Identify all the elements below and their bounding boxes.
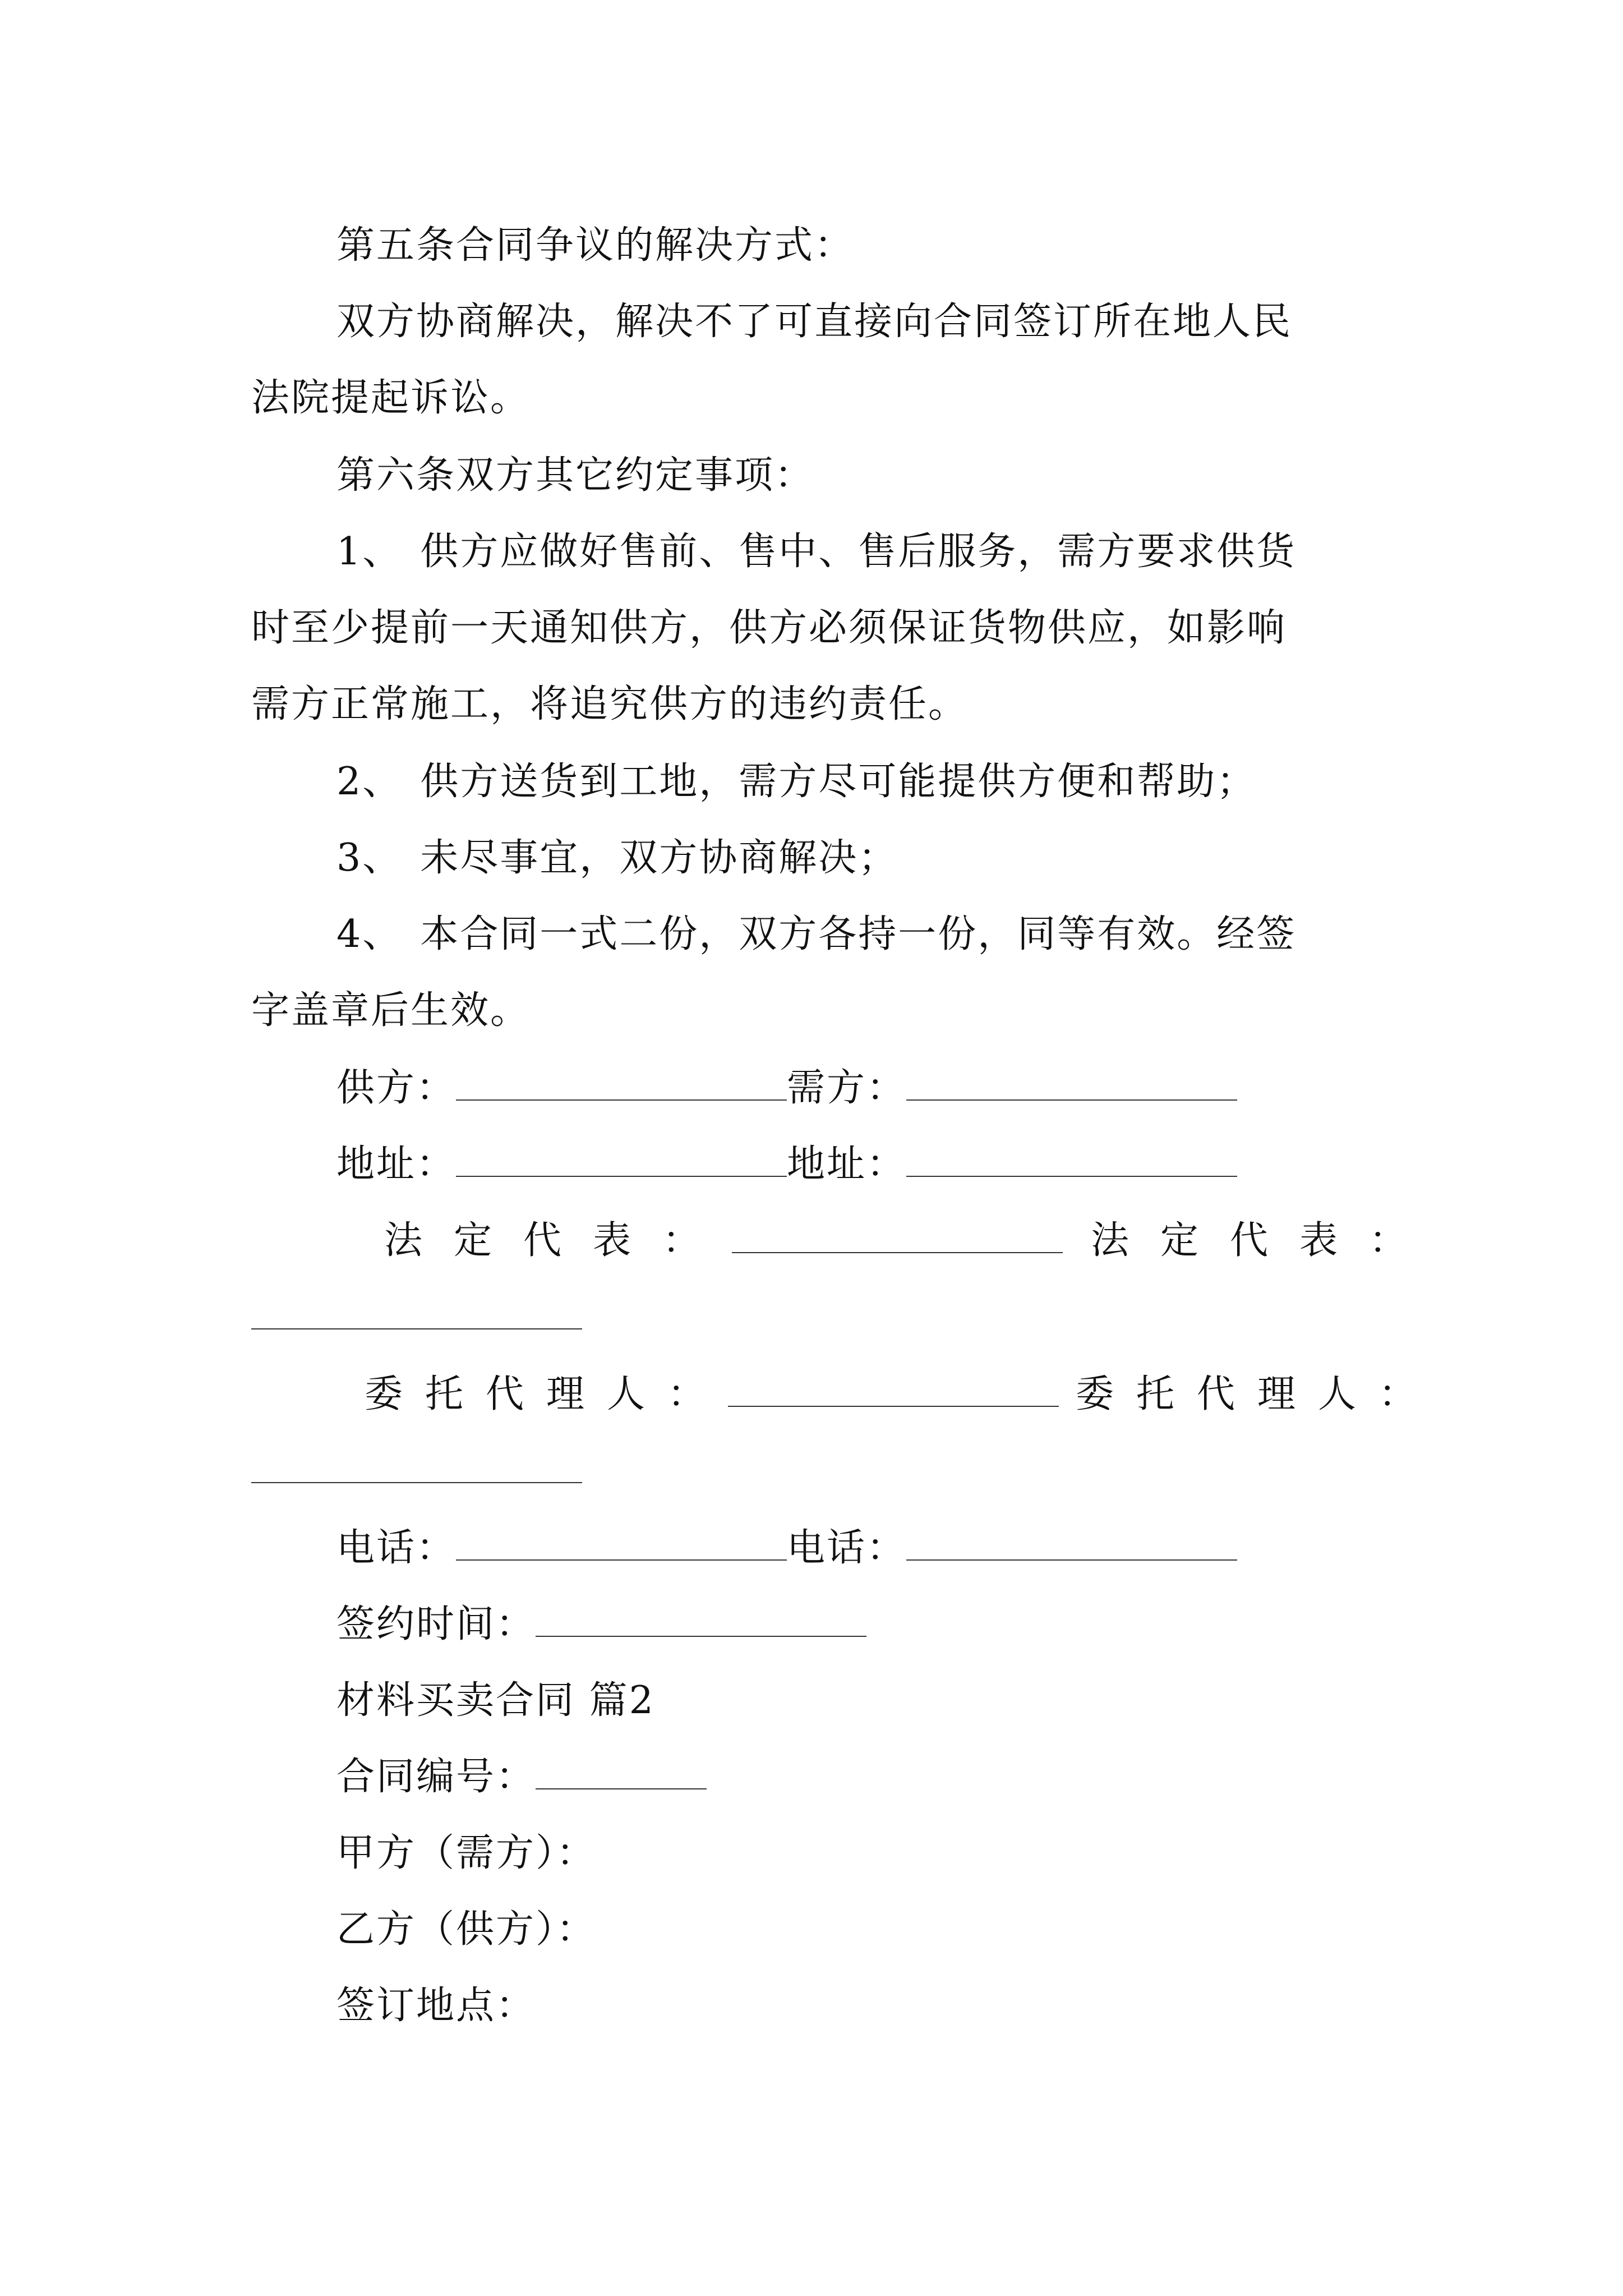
supplier-phone-label: 电话： (336, 1526, 457, 1570)
article-5-text-line1: 双方协商解决，解决不了可直接向合同签订所在地人民 (336, 300, 1293, 344)
sign-time-blank (536, 1602, 866, 1637)
supplier-address-label: 地址： (336, 1142, 457, 1186)
legal-rep-row (0, 1213, 1623, 1269)
contract-number-row (0, 1749, 1623, 1805)
phone-row (0, 1520, 1623, 1576)
item-1-number: 1、 (336, 530, 403, 574)
buyer-legal-rep-label: 法定代表 (1091, 1218, 1370, 1263)
supplier-legal-rep-blank (732, 1218, 1063, 1253)
contract-number-blank (536, 1755, 707, 1789)
item-1-text: 供方应做好售前、售中、售后服务，需方要求供货 (420, 530, 1297, 574)
buyer-address-blank (906, 1142, 1237, 1177)
buyer-agent-label: 委托代理人 (1076, 1372, 1379, 1416)
supplier-legal-rep-colon: ： (662, 1218, 732, 1263)
agent-row (0, 1366, 1623, 1423)
supplier-blank (456, 1066, 787, 1101)
item-1-line3: 需方正常施工，将追究供方的违约责任。 (251, 682, 969, 726)
agent-continuation (0, 1443, 1623, 1499)
sign-time-row (0, 1596, 1623, 1653)
buyer-address-label: 地址： (787, 1142, 907, 1186)
supplier-legal-rep-label: 法定代表 (384, 1218, 663, 1263)
item-3-text: 未尽事宜，双方协商解决； (420, 836, 898, 880)
supplier-agent-colon: ： (667, 1372, 728, 1416)
supplier-buyer-row (0, 1060, 1623, 1116)
part2-title: 材料买卖合同 篇2 (336, 1678, 655, 1723)
item-2-number: 2、 (336, 760, 403, 804)
buyer-agent-blank (251, 1448, 582, 1483)
party-a-row: 甲方（需方）： (336, 1831, 597, 1875)
buyer-blank (906, 1066, 1237, 1101)
buyer-legal-rep-blank (251, 1295, 582, 1329)
article-6-title: 第六条双方其它约定事项： (336, 453, 815, 498)
item-4-line2: 字盖章后生效。 (251, 988, 531, 1033)
buyer-phone-blank (906, 1526, 1237, 1561)
contract-number-label: 合同编号： (336, 1755, 536, 1799)
item-1-line2: 时至少提前一天通知供方，供方必须保证货物供应，如影响 (251, 606, 1287, 650)
item-4-line1 (0, 907, 1623, 963)
address-row (0, 1137, 1623, 1193)
sign-time-label: 签约时间： (336, 1602, 536, 1646)
buyer-agent-colon: ： (1378, 1372, 1419, 1416)
buyer-phone-label: 电话： (787, 1526, 907, 1570)
item-2 (0, 754, 1623, 810)
article-5-text-line2: 法院提起诉讼。 (251, 376, 531, 420)
supplier-phone-blank (456, 1526, 787, 1561)
supplier-agent-blank (728, 1372, 1059, 1407)
supplier-agent-label: 委托代理人 (365, 1372, 668, 1416)
party-b-row: 乙方（供方）： (336, 1907, 597, 1952)
item-2-text: 供方送货到工地，需方尽可能提供方便和帮助； (420, 760, 1257, 804)
legal-rep-continuation (0, 1289, 1623, 1345)
supplier-label: 供方： (336, 1066, 457, 1110)
buyer-label: 需方： (787, 1066, 907, 1110)
buyer-legal-rep-colon: ： (1369, 1218, 1409, 1263)
item-3 (0, 830, 1623, 886)
article-5-title: 第五条合同争议的解决方式： (336, 223, 855, 268)
item-1-line1 (0, 524, 1623, 580)
item-4-text: 本合同一式二份，双方各持一份，同等有效。经签 (420, 912, 1297, 956)
supplier-address-blank (456, 1142, 787, 1177)
item-4-number: 4、 (336, 912, 403, 956)
sign-place-row: 签订地点： (336, 1984, 536, 2028)
item-3-number: 3、 (336, 836, 403, 880)
